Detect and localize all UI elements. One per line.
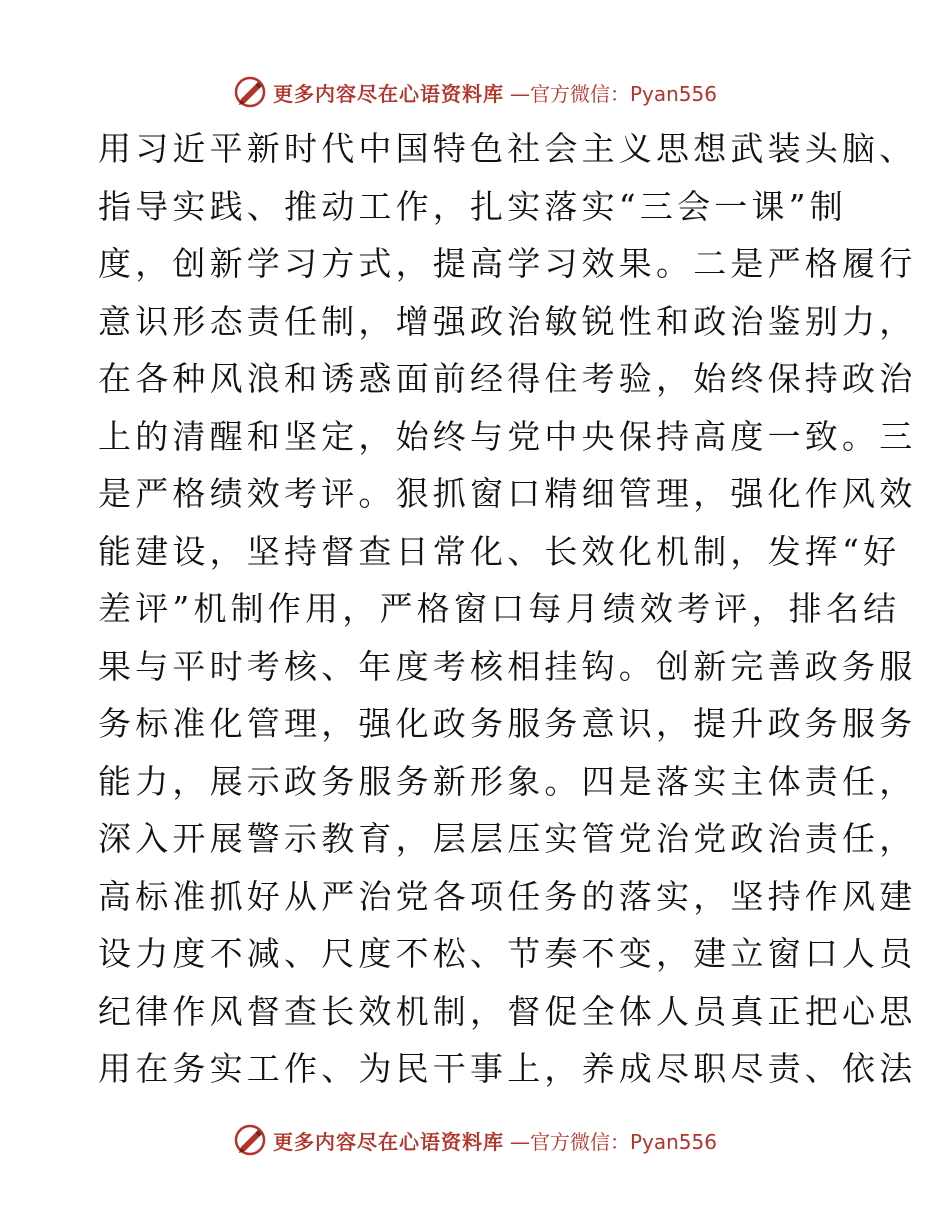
text-line: 纪律作风督查长效机制，督促全体人员真正把心思 — [98, 991, 917, 1031]
pen-logo-icon — [233, 75, 267, 109]
document-body — [98, 120, 917, 1098]
text-line: 深入开展警示教育，层层压实管党治党政治责任， — [98, 819, 917, 858]
watermark-suffix: —官方微信：Pyan556 — [509, 1129, 717, 1154]
text-line: 指导实践、推动工作，扎实落实“三会一课”制 — [98, 186, 847, 226]
watermark-text: 更多内容尽在心语资料库 — [272, 81, 504, 106]
text-line: 设力度不减、尺度不松、节奏不变，建立窗口人员 — [98, 934, 917, 973]
text-line: 用习近平新时代中国特色社会主义思想武装头脑、 — [98, 129, 917, 168]
text-line: 度，创新学习方式，提高学习效果。二是严格履行 — [98, 244, 917, 283]
text-line: 在各种风浪和诱惑面前经得住考验，始终保持政治 — [98, 359, 917, 398]
text-line: 上的清醒和坚定，始终与党中央保持高度一致。三 — [98, 416, 917, 456]
watermark-banner-bottom — [0, 1120, 950, 1160]
text-line: 意识形态责任制，增强政治敏锐性和政治鉴别力， — [98, 301, 917, 341]
watermark-suffix: —官方微信：Pyan556 — [509, 81, 717, 106]
text-line: 高标准抓好从严治党各项任务的落实，坚持作风建 — [98, 876, 917, 916]
watermark-text: 更多内容尽在心语资料库 — [272, 1129, 504, 1154]
watermark-banner-top — [0, 72, 950, 112]
text-line: 是严格绩效考评。狠抓窗口精细管理，强化作风效 — [98, 474, 917, 513]
text-line: 能建设，坚持督查日常化、长效化机制，发挥“好 — [98, 531, 901, 571]
text-line: 用在务实工作、为民干事上，养成尽职尽责、依法 — [98, 1049, 917, 1088]
text-line: 务标准化管理，强化政务服务意识，提升政务服务 — [98, 704, 917, 743]
text-line: 差评”机制作用，严格窗口每月绩效考评，排名结 — [98, 589, 901, 628]
pen-logo-icon — [233, 1123, 267, 1157]
text-line: 能力，展示政务服务新形象。四是落实主体责任， — [98, 761, 917, 801]
text-line: 果与平时考核、年度考核相挂钩。创新完善政务服 — [98, 646, 917, 686]
